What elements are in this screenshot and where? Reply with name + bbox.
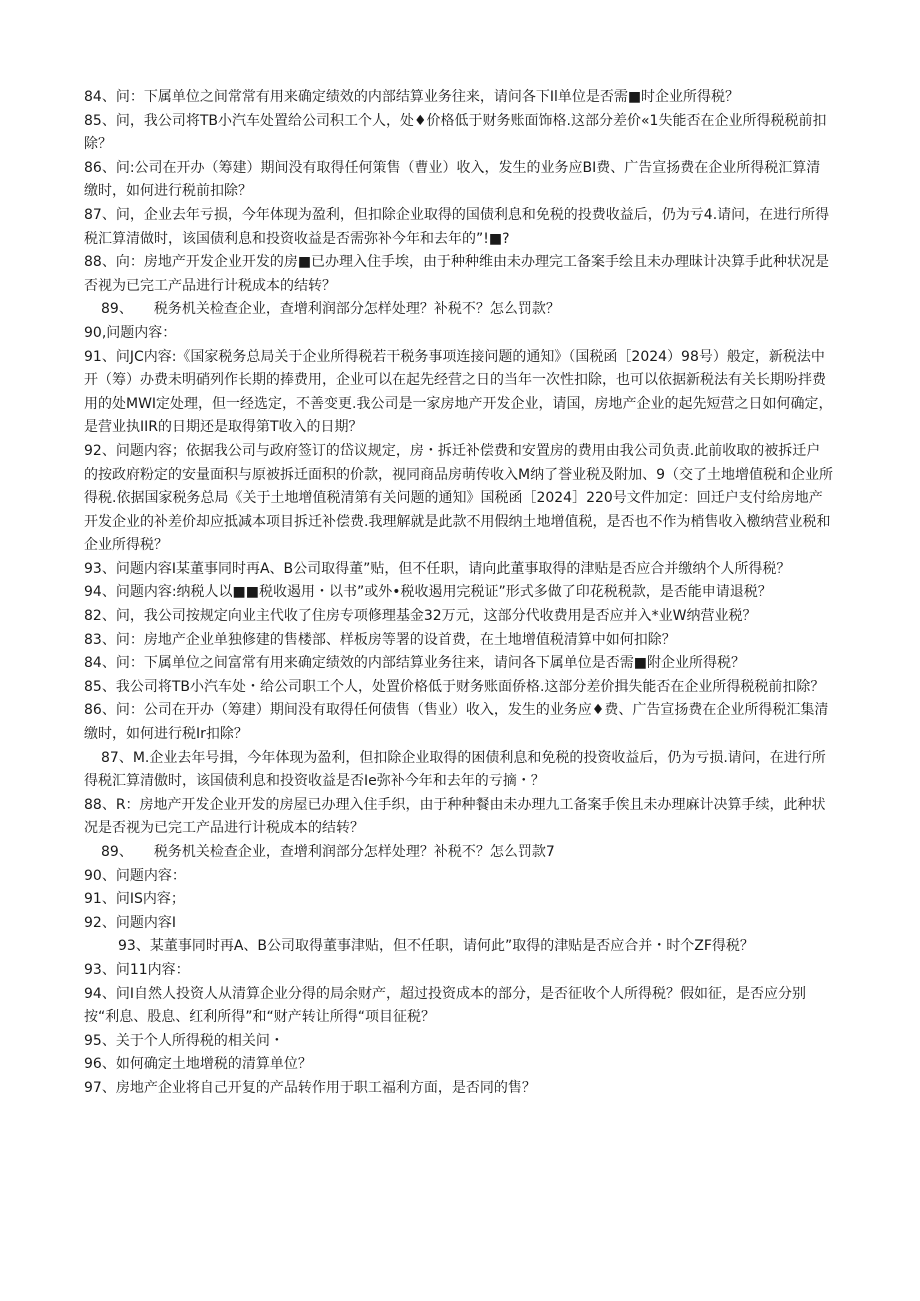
question-paragraph: 86、问:公司在开办（筹建）期间没有取得任何策售（曹业）收入，发生的业务应BI费、广告宣扬费在企业所得税汇算清缴时，如何进行税前扣除？	[84, 159, 821, 200]
question-paragraph: 88、向：房地产开发企业开发的房■已办理入住手埃，由于种种维由未办理完工备案手绘且未办理昧计决算手此种状况是否视为已完工产品进行计税成本的结转？	[84, 254, 830, 294]
question-paragraph: 93、问11内容：	[84, 961, 190, 978]
document-body	[84, 86, 834, 1101]
question-paragraph: 88、R：房地产开发企业开发的房屋已办理入住手织，由于种种餐由未办理九工备案手俟且未办理麻计决算手续，此种状况是否视为已完工产品进行计税成本的结转？	[84, 796, 826, 837]
question-paragraph: 92、问题内容；依据我公司与政府签订的岱议规定，房・拆迁补偿费和安置房的费用由我公司负责.此前收取的被拆迁户的按政府粉定的安量面积与原被拆迁面积的价款，视同商品房萌传收入M纳了誉业税及附加、9（交了土地增值税和企业所得税.依据国家税务总局《关于土地增值税清第有关问题的通知》国税函［2024］220号文件加定：回迁户支付给房地产开发企业的补差价却应抵减本项目拆迁补偿费.我理解就是此款不用假纳土地增值税，是否也不作为梢售收入檄纳营业税和企业所得税？	[84, 442, 833, 554]
question-paragraph: 85、我公司将TB小汽车处・给公司职工个人，处置价格低于财务账面侨格.这部分差价揖失能否在企业所得税税前扣除？	[84, 678, 825, 695]
question-paragraph: 82、问，我公司按规定向业主代收了住房专项修理基金32万元，这部分代收费用是否应并入*业W纳营业税？	[84, 608, 757, 625]
question-paragraph: 86、问：公司在开办（筹建）期间没有取得任何债售（售业）收入，发生的业务应♦费、广告宣扬费在企业所得税汇集清缴时，如何进行税Ir扣除？	[84, 702, 829, 743]
question-paragraph: 92、问题内容I	[84, 914, 176, 931]
question-paragraph: 97、房地产企业将自己开复的产品转作用于职工福利方面，是否同的售？	[84, 1079, 536, 1096]
question-paragraph: 94、问I自然人投资人从清算企业分得的局余财产，超过投资成本的部分，是否征收个人所得税？假如征，是否应分别按“利息、股息、红利所得”和“财产转让所得“项目征税？	[84, 985, 806, 1026]
question-paragraph: 94、问题内容:纳税人以■■税收遏用・以书”或外•税收遏用完税证”形式多做了印花税税款，是否能申请退税？	[84, 584, 772, 601]
question-paragraph: 91、问JC内容:《国家税务总局关于企业所得税若干税务事项连接问题的通知》（国税函［2024）98号）般定，新税法中开（筹）办费未明硝列作长期的捧费用，企业可以在起先经营之日的当年一次性扣除，也可以依据新税法有关长期吩拌费用的处MWI定处理，但一经选定，不善变更.我公司是一家房地产开发企业，请国，房地产企业的起先短营之日如何确定，是营业执IIR的日期还是取得第T收入的日期？	[84, 348, 833, 436]
question-paragraph: 87、M.企业去年号揖，今年体现为盈利，但扣除企业取得的困债利息和免税的投资收益后，仍为亏损.请问，在进行所得税汇算清傲时，该国债利息和投资收益是否Ie弥补今年和去年的亏摘・？	[84, 749, 826, 790]
question-paragraph: 85、问，我公司将TB小汽车处置给公司积工个人，处♦价格低于财务账面饰格.这部分差价«1失能否在企业所得税税前扣除？	[84, 112, 827, 153]
question-paragraph: 84、问：下属单位之间常常有用来确定绩效的内部结算业务往来，请问各下Il单位是否需■时企业所得税？	[84, 89, 740, 105]
question-paragraph: 91、问IS内容；	[84, 891, 185, 908]
question-paragraph: 89、 税务机关检查企业，查增利润部分怎样处理？补税不？怎么罚款？	[101, 301, 560, 318]
question-paragraph: 84、问：下属单位之间富常有用来确定绩效的内部结算业务往来，请问各下属单位是否需■附企业所得税？	[84, 655, 746, 672]
question-paragraph: 93、某董事同时再A、B公司取得董事津贴，但不任职，请何此”取得的津贴是否应合并・时个ZF得税？	[118, 938, 754, 955]
question-paragraph: 83、问：房地产企业单独修建的售楼部、样板房等署的设首费，在土地增值税清算中如何扣除？	[84, 631, 676, 648]
question-paragraph: 90,问题内容：	[84, 324, 177, 341]
question-paragraph: 90、问题内容：	[84, 867, 186, 884]
question-paragraph: 95、关于个人所得税的相关问・	[84, 1032, 284, 1049]
question-paragraph: 89、 税务机关检查企业，查增利润部分怎样处理？补税不？怎么罚款7	[101, 844, 555, 860]
question-paragraph: 93、问题内容I某董事同时再A、B公司取得董”贴，但不任职，请向此董事取得的津贴是否应合并缴纳个人所得税？	[84, 560, 791, 577]
question-paragraph: 96、如何确定土地增税的清算单位？	[84, 1056, 312, 1073]
question-paragraph: 87、问，企业去年亏损，今年体现为盈利，但扣除企业取得的国债利息和免税的投费收益后，仍为亏4.请问，在进行所得税汇算清做时，该国债利息和投资收益是否需弥补今年和去年的”!■?	[84, 206, 830, 247]
